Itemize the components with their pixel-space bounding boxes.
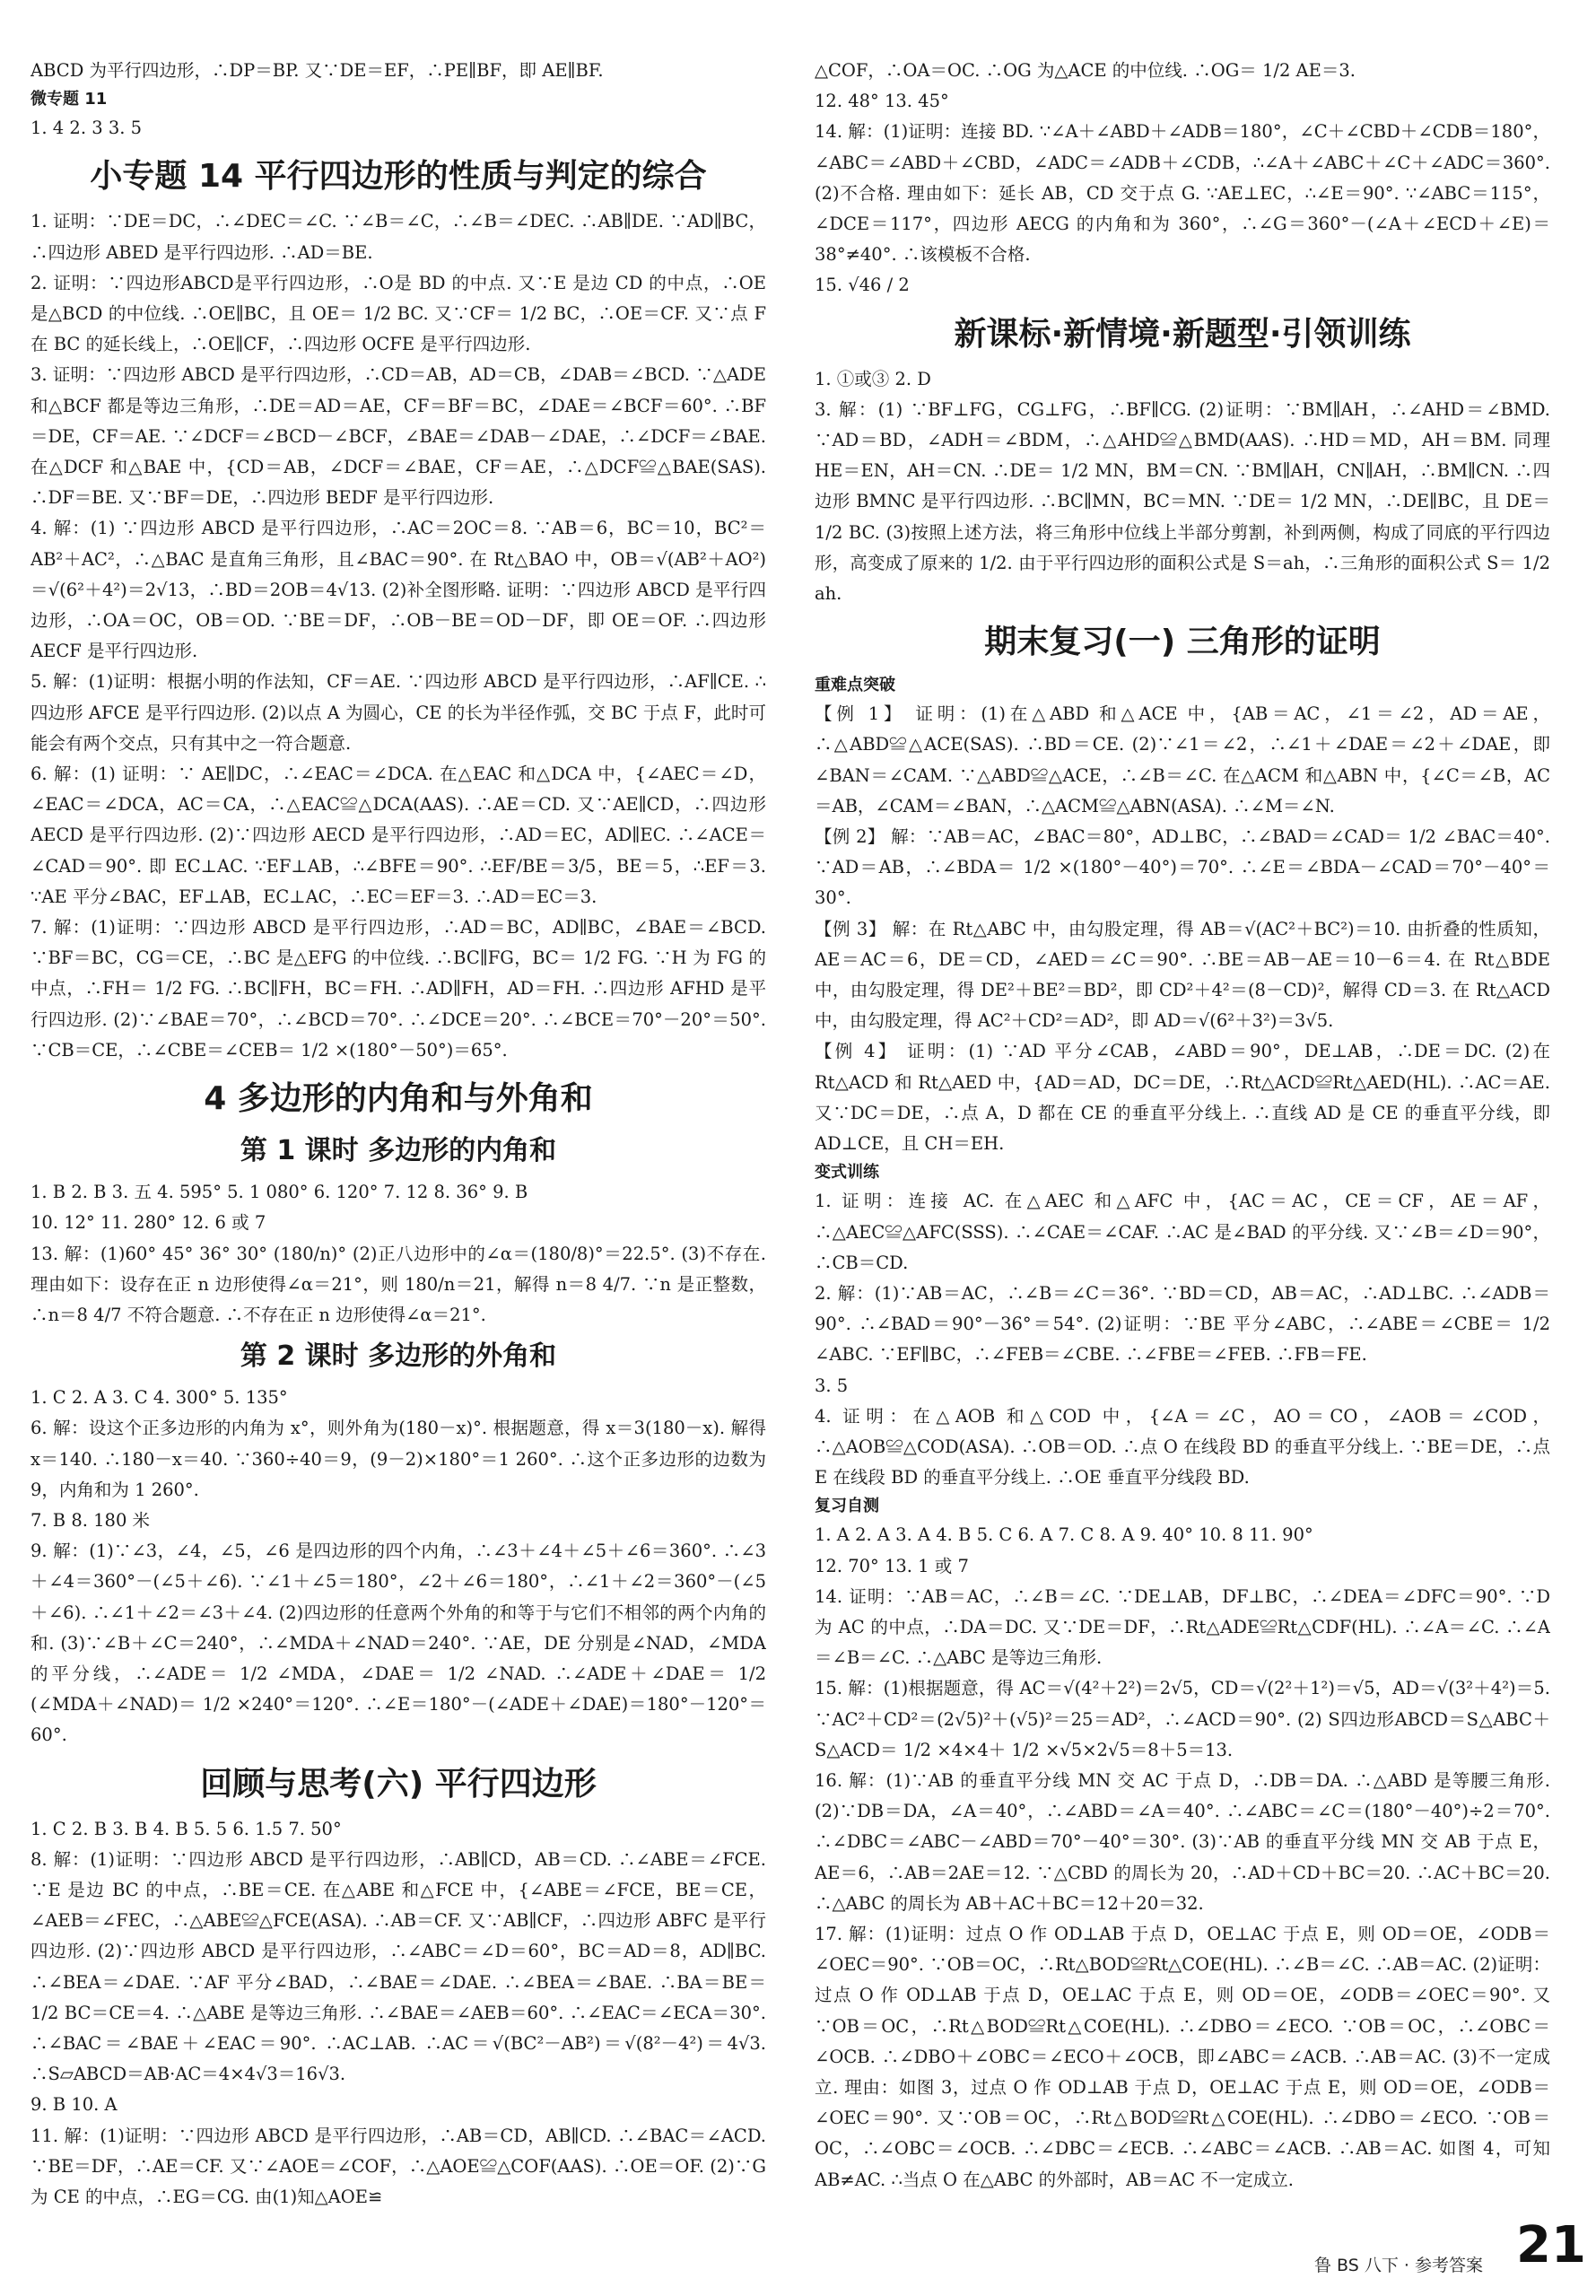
section-heading: 期末复习(一) 三角形的证明 [984,624,1381,661]
section-heading: 回顾与思考(六) 平行四边形 [200,1765,597,1803]
section-label: 变式训练 [815,1163,879,1183]
footer-label: 鲁 BS 八下 · 参考答案 [1314,2256,1483,2275]
lesson-heading: 第 2 课时 多边形的外角和 [240,1340,557,1373]
section-label: 复习自测 [815,1497,879,1516]
left-column [31,56,766,2209]
answer-block: 1. ①或③ 2. D 3. 解：(1) ∵BF⊥FG，CG⊥FG，∴BF∥CG. (2)证明：∵BM∥AH，∴∠AHD＝∠BMD. ∵AD＝BD，∠ADH＝∠BDM，∴△AHD≌△BMD(AAS). ∴HD＝MD，AH＝BM. 同理 HE＝EN，AH＝CN. ∴DE＝ 1/2 MN，BM＝CN. ∵BM∥AH，CN∥AH，∴BM∥CN. ∴四边形 BMNC 是平行四边形. ∴BC∥MN，BC＝MN. ∵DE＝ 1/2 MN，∴DE∥BC，且 DE＝ 1/2 BC. (3)按照上述方法，将三角形中位线上半部分剪割，补到两侧，构成了同底的平行四边形，高变成了原来的 1/2. 由于平行四边形的面积公式是 S＝ah，∴三角形的面积公式 S＝ 1/2 ah. [815,368,1550,605]
answer-block: 1. B 2. B 3. 五 4. 595° 5. 1 080° 6. 120° 7. 12 8. 36° 9. B 10. 12° 11. 280° 12. 6 或 7 13. 解：(1)60° 45° 36° 30° (180/n)° (2)正八边形中的∠α＝(180/8)°＝22.5°. (3)不存在. 理由如下：设存在正 n 边形使得∠α＝21°，则 180/n＝21，解得 n＝8 4/7. ∵n 是正整数，∴n＝8 4/7 不符合题意. ∴不存在正 n 边形使得∠α＝21°. [31,1182,766,1325]
answer-block: 【例 1】 证明：(1)在△ABD 和△ACE 中，{AB＝AC，∠1＝∠2，AD＝AE，∴△ABD≌△ACE(SAS). ∴BD＝CE. (2)∵∠1＝∠2，∴∠1＋∠DAE＝∠2＋∠DAE，即∠BAN＝∠CAM. ∵△ABD≌△ACE，∴∠B＝∠C. 在△ACM 和△ABN 中，{∠C＝∠B，AC＝AB，∠CAM＝∠BAN，∴△ACM≌△ABN(ASA). ∴∠M＝∠N. 【例 2】 解：∵AB＝AC，∠BAC＝80°，AD⊥BC，∴∠BAD＝∠CAD＝ 1/2 ∠BAC＝40°. ∵AD＝AB，∴∠BDA＝ 1/2 ×(180°－40°)＝70°. ∴∠E＝∠BDA－∠CAD＝70°－40°＝30°. 【例 3】 解：在 Rt△ABC 中，由勾股定理，得 AB＝√(AC²＋BC²)＝10. 由折叠的性质知，AE＝AC＝6，DE＝CD，∠AED＝∠C＝90°. ∴BE＝AB－AE＝10－6＝4. 在 Rt△BDE 中，由勾股定理，得 DE²＋BE²＝BD²，即 CD²＋4²＝(8－CD)²，解得 CD＝3. 在 Rt△ACD 中，由勾股定理，得 AC²＋CD²＝AD²，即 AD＝√(6²＋3²)＝3√5. 【例 4】 证明：(1) ∵AD 平分∠CAB，∠ABD＝90°，DE⊥AB，∴DE＝DC. (2)在 Rt△ACD 和 Rt△AED 中，{AD＝AD，DC＝DE，∴Rt△ACD≌Rt△AED(HL). ∴AC＝AE. 又∵DC＝DE，∴点 A，D 都在 CE 的垂直平分线上. ∴直线 AD 是 CE 的垂直平分线，即 AD⊥CE，且 CH＝EH. [815,703,1550,1155]
lesson-heading: 第 1 课时 多边形的内角和 [240,1135,557,1167]
right-column [815,56,1550,2209]
page-number: 21 [1516,2216,1586,2274]
answer-block: 1. 证明：∵DE＝DC，∴∠DEC＝∠C. ∵∠B＝∠C，∴∠B＝∠DEC. ∴AB∥DE. ∵AD∥BC，∴四边形 ABED 是平行四边形. ∴AD＝BE. 2. 证明：∵四边形ABCD是平行四边形，∴O是 BD 的中点. 又∵E 是边 CD 的中点，∴OE 是△BCD 的中位线. ∴OE∥BC，且 OE＝ 1/2 BC. 又∵CF＝ 1/2 BC，∴OE＝CF. 又∵点 F 在 BC 的延长线上，∴OE∥CF，∴四边形 OCFE 是平行四边形. 3. 证明：∵四边形 ABCD 是平行四边形，∴CD＝AB，AD＝CB，∠DAB＝∠BCD. ∵△ADE 和△BCF 都是等边三角形，∴DE＝AD＝AE，CF＝BF＝BC，∠DAE＝∠BCF＝60°. ∴BF＝DE，CF＝AE. ∵∠DCF＝∠BCD－∠BCF，∠BAE＝∠DAB－∠DAE，∴∠DCF＝∠BAE. 在△DCF 和△BAE 中，{CD＝AB，∠DCF＝∠BAE，CF＝AE，∴△DCF≌△BAE(SAS). ∴DF＝BE. 又∵BF＝DE，∴四边形 BEDF 是平行四边形. 4. 解：(1) ∵四边形 ABCD 是平行四边形，∴AC＝2OC＝8. ∵AB＝6，BC＝10，BC²＝AB²＋AC²，∴△BAC 是直角三角形，且∠BAC＝90°. 在 Rt△BAO 中，OB＝√(AB²＋AO²)＝√(6²＋4²)＝2√13，∴BD＝2OB＝4√13. (2)补全图形略. 证明：∵四边形 ABCD 是平行四边形，∴OA＝OC，OB＝OD. ∵BE＝DF，∴OB－BE＝OD－DF，即 OE＝OF. ∴四边形 AECF 是平行四边形. 5. 解：(1)证明：根据小明的作法知，CF＝AE. ∵四边形 ABCD 是平行四边形，∴AF∥CE. ∴四边形 AFCE 是平行四边形. (2)以点 A 为圆心，CE 的长为半径作弧，交 BC 于点 F，此时可能会有两个交点，只有其中之一符合题意. 6. 解：(1) 证明：∵ AE∥DC，∴∠EAC＝∠DCA. 在△EAC 和△DCA 中，{∠AEC＝∠D，∠EAC＝∠DCA，AC＝CA，∴△EAC≌△DCA(AAS). ∴AE＝CD. 又∵AE∥CD，∴四边形 AECD 是平行四边形. (2)∵四边形 AECD 是平行四边形，∴AD＝EC，AD∥EC. ∴∠ACE＝∠CAD＝90°. 即 EC⊥AC. ∵EF⊥AB，∴∠BFE＝90°. ∴EF/BE＝3/5，BE＝5，∴EF＝3. ∵AE 平分∠BAC，EF⊥AB，EC⊥AC，∴EC＝EF＝3. ∴AD＝EC＝3. 7. 解：(1)证明：∵四边形 ABCD 是平行四边形，∴AD＝BC，AD∥BC，∠BAE＝∠BCD. ∵BF＝BC，CG＝CE，∴BC 是△EFG 的中位线. ∴BC∥FG，BC＝ 1/2 FG. ∵H 为 FG 的中点，∴FH＝ 1/2 FG. ∴BC∥FH，BC＝FH. ∴AD∥FH，AD＝FH. ∴四边形 AFHD 是平行四边形. (2)∵∠BAE＝70°，∴∠BCD＝70°. ∴∠DCE＝20°. ∴∠BCE＝70°－20°＝50°. ∵CB＝CE，∴∠CBE＝∠CEB＝ 1/2 ×(180°－50°)＝65°. [31,211,766,1061]
section-label: 重难点突破 [815,676,895,695]
section-heading: 小专题 14 平行四边形的性质与判定的综合 [90,158,707,196]
answer-block: 1. C 2. A 3. C 4. 300° 5. 135° 6. 解：设这个正多边形的内角为 x°，则外角为(180－x)°. 根据题意，得 x＝3(180－x). 解得 x＝140. ∴180－x＝40. ∵360÷40＝9，(9－2)×180°＝1 260°. ∴这个正多边形的边数为 9，内角和为 1 260°. 7. B 8. 180 米 9. 解：(1)∵∠3，∠4，∠5，∠6 是四边形的四个内角，∴∠3＋∠4＋∠5＋∠6＝360°. ∴∠3＋∠4＝360°－(∠5＋∠6). ∵∠1＋∠5＝180°，∠2＋∠6＝180°，∴∠1＋∠2＝360°－(∠5＋∠6). ∴∠1＋∠2＝∠3＋∠4. (2)四边形的任意两个外角的和等于与它们不相邻的两个内角的和. (3)∵∠B＋∠C＝240°，∴∠MDA＋∠NAD＝240°. ∵AE，DE 分别是∠NAD，∠MDA 的平分线，∴∠ADE＝ 1/2 ∠MDA，∠DAE＝ 1/2 ∠NAD. ∴∠ADE＋∠DAE＝ 1/2 (∠MDA＋∠NAD)＝ 1/2 ×240°＝120°. ∴∠E＝180°－(∠ADE＋∠DAE)＝180°－120°＝60°. [31,1387,766,1746]
answer-block: △COF，∴OA＝OC. ∴OG 为△ACE 的中位线. ∴OG＝ 1/2 AE＝3. 12. 48° 13. 45° 14. 解：(1)证明：连接 BD. ∵∠A＋∠ABD＋∠ADB＝180°，∠C＋∠CBD＋∠CDB＝180°，∠ABC＝∠ABD＋∠CBD，∠ADC＝∠ADB＋∠CDB，∴∠A＋∠ABC＋∠C＋∠ADC＝360°. (2)不合格. 理由如下：延长 AB，CD 交于点 G. ∵AE⊥EC，∴∠E＝90°. ∵∠ABC＝115°，∠DCE＝117°，四边形 AECG 的内角和为 360°，∴∠G＝360°－(∠A＋∠ECD＋∠E)＝38°≠40°. ∴该模板不合格. 15. √46 / 2 [815,60,1550,296]
answer-block: 1. 证明：连接 AC. 在△AEC 和△AFC 中，{AC＝AC，CE＝CF，AE＝AF，∴△AEC≌△AFC(SSS). ∴∠CAE＝∠CAF. ∴AC 是∠BAD 的平分线. 又∵∠B＝∠D＝90°，∴CB＝CD. 2. 解：(1)∵AB＝AC，∴∠B＝∠C＝36°. ∵BD＝CD，AB＝AC，∴AD⊥BC. ∴∠ADB＝90°. ∴∠BAD＝90°－36°＝54°. (2)证明：∵BE 平分∠ABC，∴∠ABE＝∠CBE＝ 1/2 ∠ABC. ∵EF∥BC，∴∠FEB＝∠CBE. ∴∠FBE＝∠FEB. ∴FB＝FE. 3. 5 4. 证明：在△AOB 和△COD 中，{∠A＝∠C，AO＝CO，∠AOB＝∠COD，∴△AOB≌△COD(ASA). ∴OB＝OD. ∴点 O 在线段 BD 的垂直平分线上. ∵BE＝DE，∴点 E 在线段 BD 的垂直平分线上. ∴OE 垂直平分线段 BD. [815,1191,1550,1488]
answer-line: 1. 4 2. 3 3. 5 [31,118,143,139]
text-line: ABCD 为平行四边形，∴DP＝BP. 又∵DE＝EF，∴PE∥BF，即 AE∥BF. [31,60,604,81]
answer-block: 1. A 2. A 3. A 4. B 5. C 6. A 7. C 8. A 9. 40° 10. 8 11. 90° 12. 70° 13. 1 或 7 14. 证明：∵AB＝AC，∴∠B＝∠C. ∵DE⊥AB，DF⊥BC，∴∠DEA＝∠DFC＝90°. ∵D 为 AC 的中点，∴DA＝DC. 又∵DE＝DF，∴Rt△ADE≌Rt△CDF(HL). ∴∠A＝∠C. ∴∠A＝∠B＝∠C. ∴△ABC 是等边三角形. 15. 解：(1)根据题意，得 AC＝√(4²＋2²)＝2√5，CD＝√(2²＋1²)＝√5，AD＝√(3²＋4²)＝5. ∵AC²＋CD²＝(2√5)²＋(√5)²＝25＝AD²，∴∠ACD＝90°. (2) S四边形ABCD＝S△ABC＋S△ACD＝ 1/2 ×4×4＋ 1/2 ×√5×2√5＝8＋5＝13. 16. 解：(1)∵AB 的垂直平分线 MN 交 AC 于点 D，∴DB＝DA. ∴△ABD 是等腰三角形. (2)∵DB＝DA，∠A＝40°，∴∠ABD＝∠A＝40°. ∴∠ABC＝∠C＝(180°－40°)÷2＝70°. ∴∠DBC＝∠ABC－∠ABD＝70°－40°＝30°. (3)∵AB 的垂直平分线 MN 交 AB 于点 E，AE＝6，∴AB＝2AE＝12. ∵△CBD 的周长为 20，∴AD＋CD＋BC＝20. ∴AC＋BC＝20. ∴△ABC 的周长为 AB＋AC＋BC＝12＋20＝32. 17. 解：(1)证明：过点 O 作 OD⊥AB 于点 D，OE⊥AC 于点 E，则 OD＝OE，∠ODB＝∠OEC＝90°. ∵OB＝OC，∴Rt△BOD≌Rt△COE(HL). ∴∠B＝∠C. ∴AB＝AC. (2)证明：过点 O 作 OD⊥AB 于点 D，OE⊥AC 于点 E，则 OD＝OE，∠ODB＝∠OEC＝90°. 又∵OB＝OC，∴Rt△BOD≌Rt△COE(HL). ∴∠DBO＝∠ECO. ∵OB＝OC，∴∠OBC＝∠OCB. ∴∠DBO＋∠OBC＝∠ECO＋∠OCB，即∠ABC＝∠ACB. ∴AB＝AC. (3)不一定成立. 理由：如图 3，过点 O 作 OD⊥AB 于点 D，OE⊥AC 于点 E，则 OD＝OE，∠ODB＝∠OEC＝90°. 又∵OB＝OC，∴Rt△BOD≌Rt△COE(HL). ∴∠DBO＝∠ECO. ∵OB＝OC，∴∠OBC＝∠OCB. ∴∠DBC＝∠ECB. ∴∠ABC＝∠ACB. ∴AB＝AC. 如图 4，可知 AB≠AC. ∴当点 O 在△ABC 的外部时，AB＝AC 不一定成立. [815,1524,1550,2190]
answer-block: 1. C 2. B 3. B 4. B 5. 5 6. 1.5 7. 50° 8. 解：(1)证明：∵四边形 ABCD 是平行四边形，∴AB∥CD，AB＝CD. ∴∠ABE＝∠FCE. ∵E 是边 BC 的中点，∴BE＝CE. 在△ABE 和△FCE 中，{∠ABE＝∠FCE，BE＝CE，∠AEB＝∠FEC，∴△ABE≌△FCE(ASA). ∴AB＝CF. 又∵AB∥CF，∴四边形 ABFC 是平行四边形. (2)∵四边形 ABCD 是平行四边形，∴∠ABC＝∠D＝60°，BC＝AD＝8，AD∥BC. ∴∠BEA＝∠DAE. ∵AF 平分∠BAD，∴∠BAE＝∠DAE. ∴∠BEA＝∠BAE. ∴BA＝BE＝ 1/2 BC＝CE＝4. ∴△ABE 是等边三角形. ∴∠BAE＝∠AEB＝60°. ∴∠EAC＝∠ECA＝30°. ∴∠BAC＝∠BAE＋∠EAC＝90°. ∴AC⊥AB. ∴AC＝√(BC²－AB²)＝√(8²－4²)＝4√3. ∴S▱ABCD＝AB·AC＝4×4√3＝16√3. 9. B 10. A 11. 解：(1)证明：∵四边形 ABCD 是平行四边形，∴AB＝CD，AB∥CD. ∴∠BAC＝∠ACD. ∵BE＝DF，∴AE＝CF. 又∵∠AOE＝∠COF，∴△AOE≌△COF(AAS). ∴OE＝OF. (2)∵G 为 CE 的中点，∴EG＝CG. 由(1)知△AOE≌ [31,1818,766,2207]
section-heading: 新课标·新情境·新题型·引领训练 [954,315,1411,353]
section-heading: 4 多边形的内角和与外角和 [204,1080,593,1118]
section-label: 微专题 11 [31,90,108,109]
